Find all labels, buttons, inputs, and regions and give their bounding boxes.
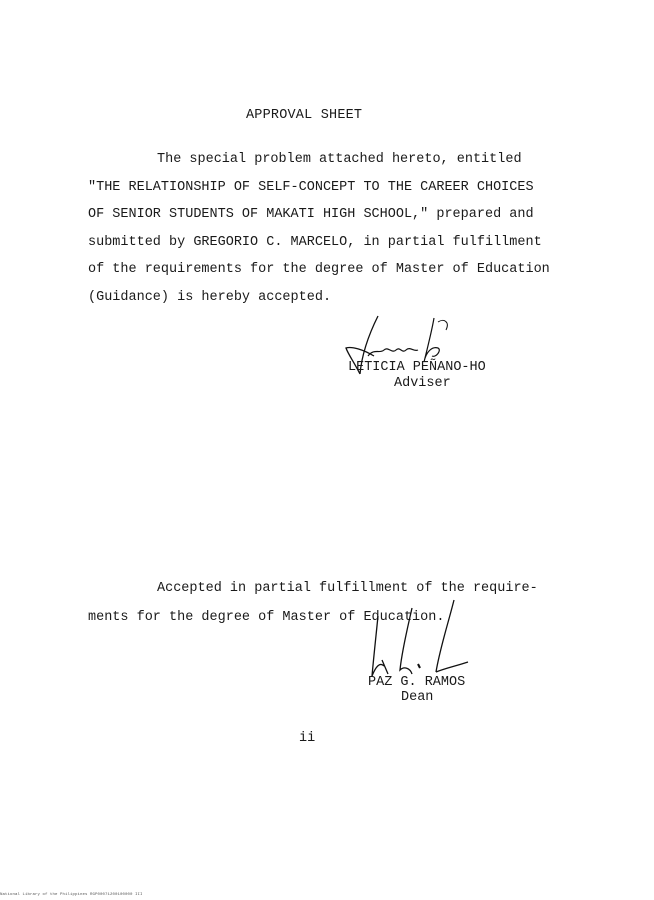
- approval-title: APPROVAL SHEET: [246, 108, 363, 123]
- paragraph-line: OF SENIOR STUDENTS OF MAKATI HIGH SCHOOL," prepared and: [88, 207, 534, 222]
- paragraph-line: The special problem attached hereto, entitled: [157, 152, 522, 167]
- paragraph-line: (Guidance) is hereby accepted.: [88, 289, 332, 305]
- approval-paragraph: [88, 146, 550, 311]
- page-number: ii: [299, 731, 316, 746]
- dean-signature: [360, 596, 480, 686]
- paragraph-line: of the requirements for the degree of Master of Education: [88, 262, 550, 277]
- paragraph-line: ments for the degree of Master of Education.: [88, 610, 445, 625]
- library-footer: National Library of the Philippines RGP00071200100000 III: [0, 893, 143, 897]
- adviser-name: LETICIA PEÑANO-HO: [348, 360, 486, 375]
- paragraph-line: submitted by GREGORIO C. MARCELO, in partial fulfillment: [88, 234, 542, 250]
- dean-role: Dean: [401, 690, 434, 705]
- dean-name: PAZ G. RAMOS: [368, 675, 466, 690]
- paragraph-line: Accepted in partial fulfillment of the require-: [157, 581, 538, 596]
- paragraph-line: "THE RELATIONSHIP OF SELF-CONCEPT TO THE CAREER CHOICES: [88, 179, 534, 195]
- adviser-role: Adviser: [394, 376, 451, 391]
